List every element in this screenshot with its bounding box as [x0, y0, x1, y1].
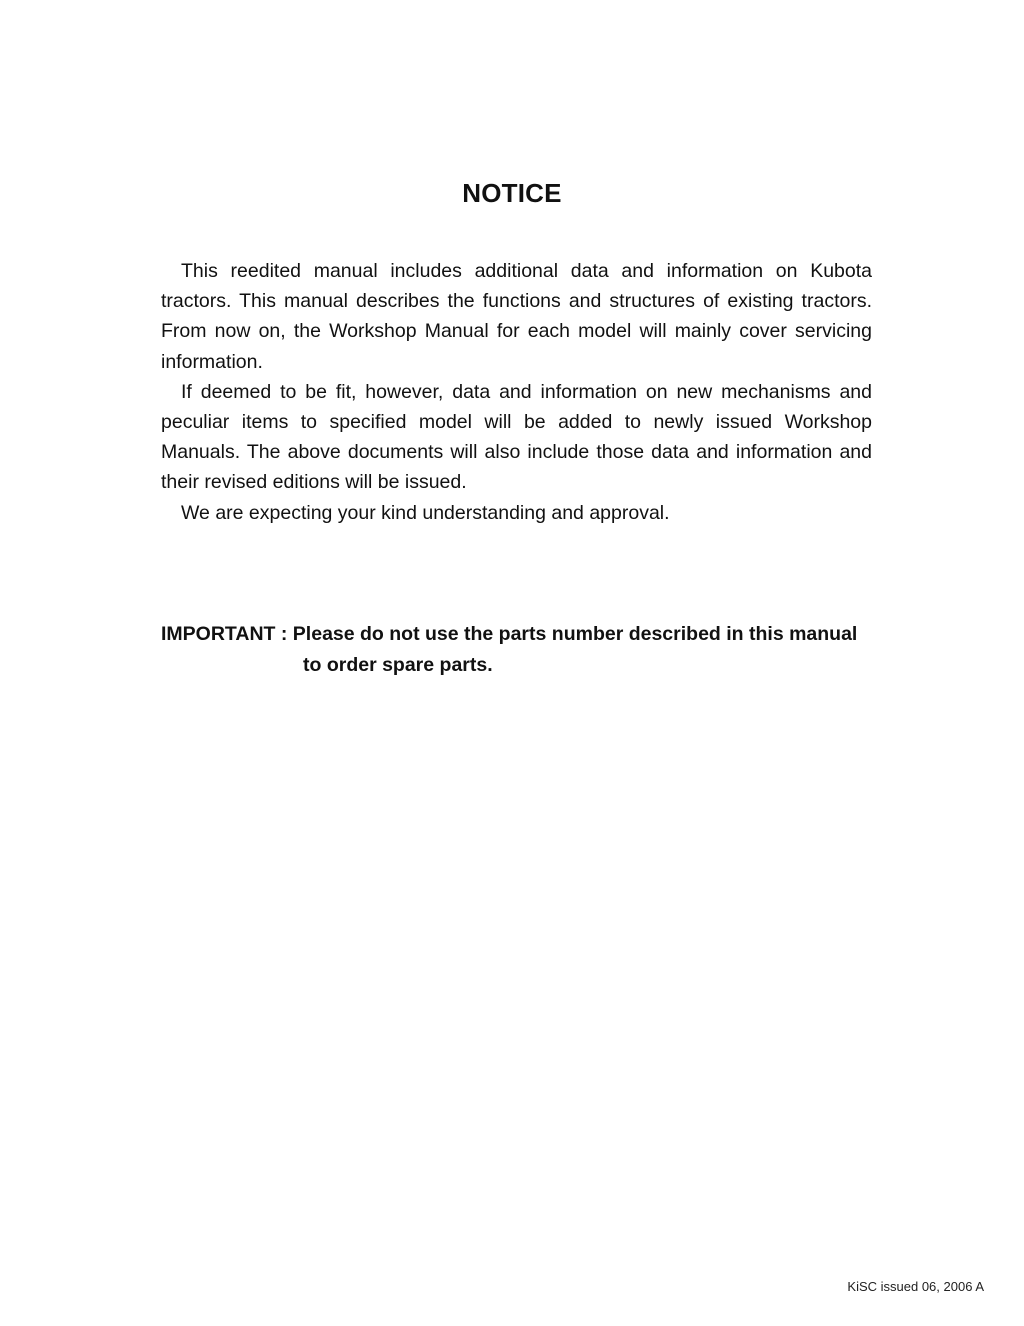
important-row-1	[161, 619, 881, 650]
important-line-1: Please do not use the parts number described in this manual	[292, 623, 858, 645]
important-line-2: to order spare parts.	[303, 654, 493, 676]
notice-paragraph-3: We are expecting your kind understanding and approval.	[181, 501, 670, 524]
notice-paragraph-2: If deemed to be fit, however, data and information on new mechanisms and peculiar items to specified model will be added to newly issued Workshop Manuals. The above documents will also include those data and information and their revised editions will be issued.	[161, 380, 872, 494]
footer-issue-text: KiSC issued 06, 2006 A	[847, 1279, 984, 1294]
important-label: IMPORTANT :	[161, 623, 293, 645]
notice-body	[161, 256, 872, 528]
notice-paragraph-1: This reedited manual includes additional data and information on Kubota tractors. This manual describes the functions and structures of existing tractors. From now on, the Workshop Manual for each model will mainly cover servicing information.	[161, 260, 872, 373]
important-note	[161, 619, 881, 681]
page-title: NOTICE	[462, 178, 562, 208]
